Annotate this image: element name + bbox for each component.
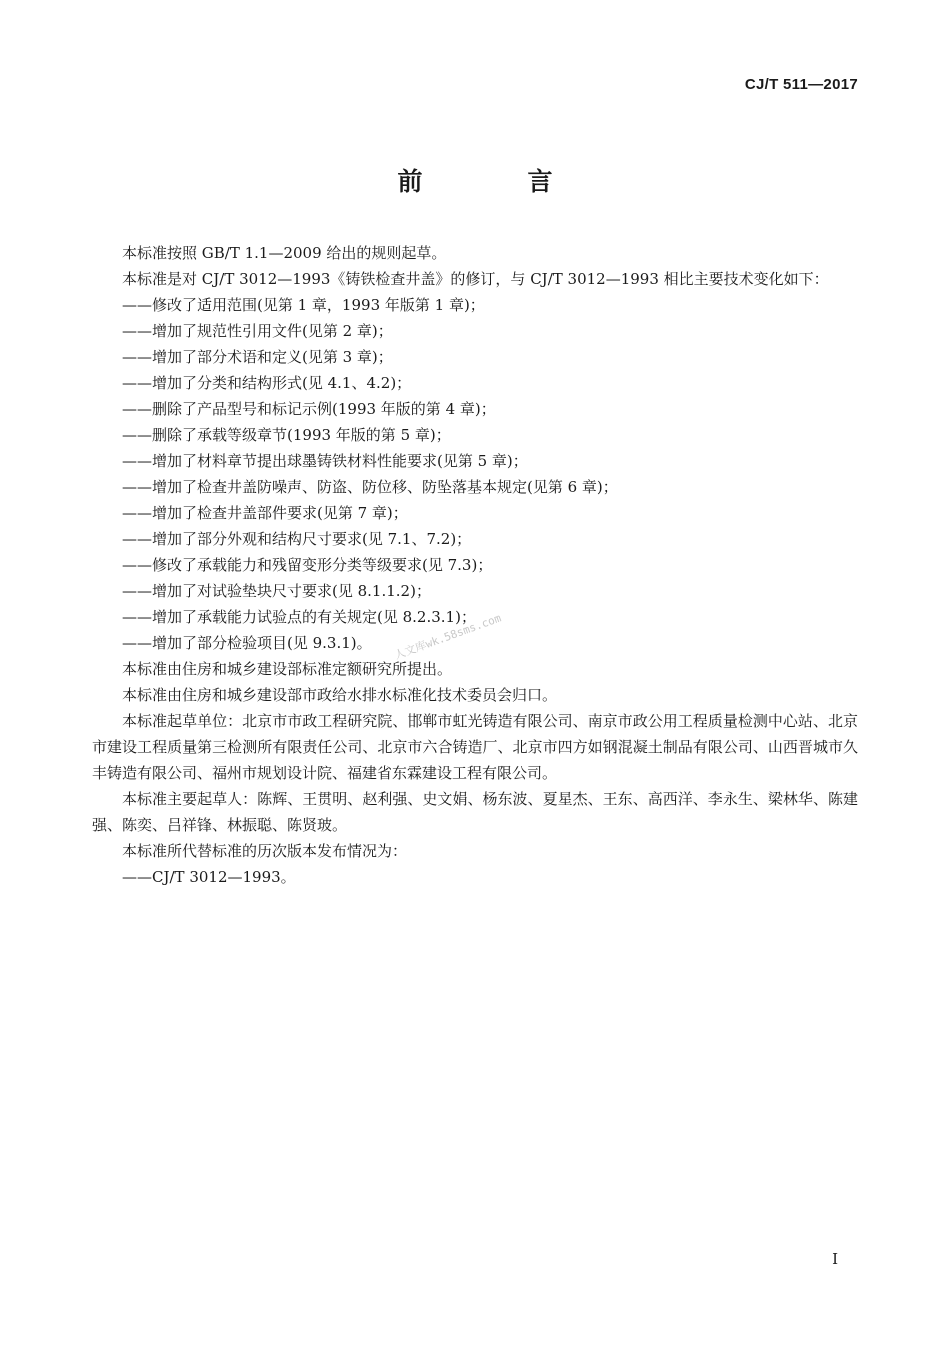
list-item: ——增加了部分外观和结构尺寸要求(见 7.1、7.2)； bbox=[122, 530, 472, 548]
page-title: 前 言 bbox=[397, 167, 593, 196]
list-item: ——增加了部分检验项目(见 9.3.1)。 bbox=[122, 634, 372, 652]
standard-code: CJ/T 511—2017 bbox=[744, 76, 858, 93]
list-item: ——增加了检查井盖部件要求(见第 7 章)； bbox=[122, 504, 408, 522]
list-item: ——删除了产品型号和标记示例(1993 年版的第 4 章)； bbox=[122, 400, 496, 418]
foreword-body bbox=[92, 240, 858, 890]
list-item: ——增加了规范性引用文件(见第 2 章)； bbox=[122, 322, 393, 340]
drafters-paragraph: 本标准主要起草人：陈辉、王贯明、赵利强、史文娟、杨东波、夏星杰、王东、高西洋、李永生、梁林华、陈建强、陈奕、吕祥锋、林振聪、陈贤玻。 bbox=[92, 790, 858, 834]
drafting-rule-paragraph: 本标准按照 GB/T 1.1—2009 给出的规则起草。 bbox=[122, 244, 447, 262]
revision-intro-paragraph: 本标准是对 CJ/T 3012—1993《铸铁检查井盖》的修订，与 CJ/T 3012—1993 相比主要技术变化如下： bbox=[122, 270, 829, 288]
managed-by-paragraph: 本标准由住房和城乡建设部市政给水排水标准化技术委员会归口。 bbox=[122, 686, 558, 704]
list-item: ——删除了承载等级章节(1993 年版的第 5 章)； bbox=[122, 426, 451, 444]
changes-list bbox=[92, 292, 858, 656]
drafting-units-paragraph: 本标准起草单位：北京市市政工程研究院、邯郸市虹光铸造有限公司、南京市政公用工程质量检测中心站、北京市建设工程质量第三检测所有限责任公司、北京市六合铸造厂、北京市四方如钢混凝土制品有限公司、山西晋城市久丰铸造有限公司、福州市规划设计院、福建省东霖建设工程有限公司。 bbox=[92, 712, 858, 782]
page-number: I bbox=[832, 1250, 838, 1268]
list-item: ——增加了对试验垫块尺寸要求(见 8.1.1.2)； bbox=[122, 582, 431, 600]
list-item: ——增加了分类和结构形式(见 4.1、4.2)； bbox=[122, 374, 412, 392]
list-item: ——修改了承载能力和残留变形分类等级要求(见 7.3)； bbox=[122, 556, 493, 574]
history-intro-paragraph: 本标准所代替标准的历次版本发布情况为： bbox=[122, 842, 408, 860]
proposed-by-paragraph: 本标准由住房和城乡建设部标准定额研究所提出。 bbox=[122, 660, 453, 678]
watermark: 人文库wk.58sms.com bbox=[392, 611, 503, 663]
list-item: ——修改了适用范围(见第 1 章，1993 年版第 1 章)； bbox=[122, 296, 485, 314]
list-item: ——增加了检查井盖防噪声、防盗、防位移、防坠落基本规定(见第 6 章)； bbox=[122, 478, 618, 496]
list-item: ——增加了部分术语和定义(见第 3 章)； bbox=[122, 348, 393, 366]
list-item: ——增加了材料章节提出球墨铸铁材料性能要求(见第 5 章)； bbox=[122, 452, 528, 470]
list-item: ——增加了承载能力试验点的有关规定(见 8.2.3.1)； bbox=[122, 608, 476, 626]
history-item: ——CJ/T 3012—1993。 bbox=[122, 868, 296, 886]
